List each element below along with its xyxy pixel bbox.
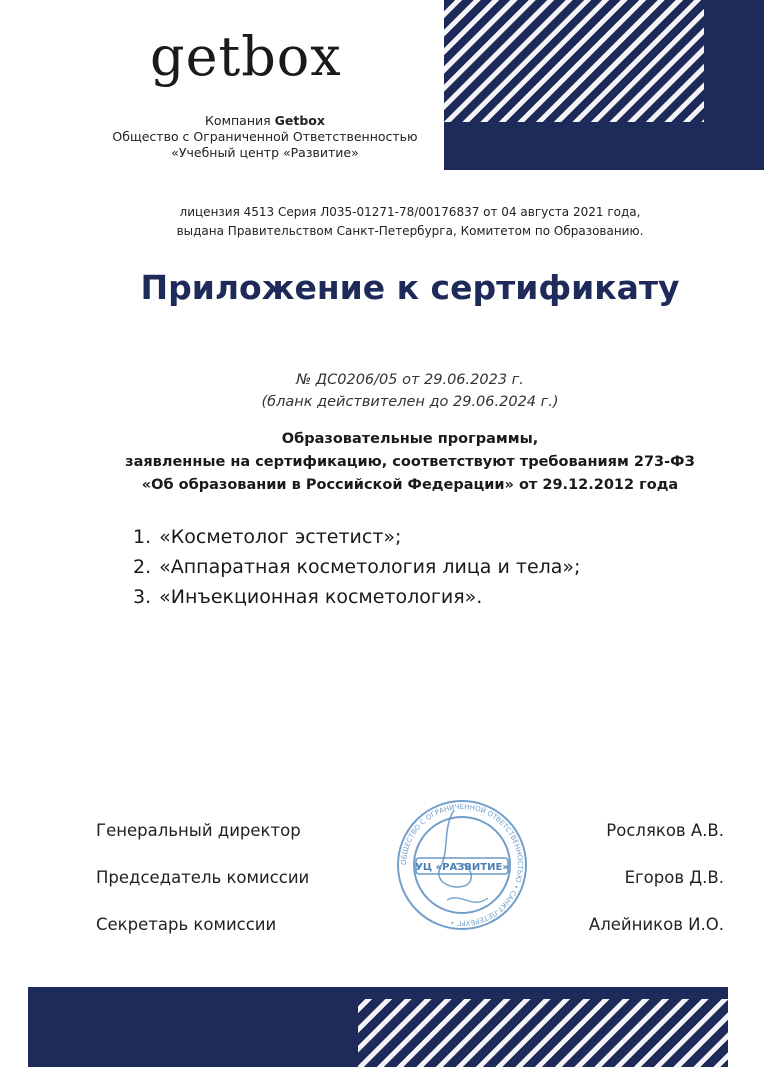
certificate-number-block: [160, 369, 660, 413]
license-line-1: лицензия 4513 Серия Л035-01271-78/00176837 от 04 августа 2021 года,: [179, 205, 641, 219]
list-item-text: «Косметолог эстетист»;: [159, 526, 402, 548]
license-line-2: выдана Правительством Санкт-Петербурга, Комитетом по Образованию.: [176, 224, 644, 238]
programs-heading-line-2: заявленные на сертификацию, соответствуют требованиям 273-ФЗ: [125, 454, 695, 470]
company-info: [90, 113, 440, 161]
programs-heading: [60, 428, 760, 497]
company-name: Getbox: [274, 113, 325, 128]
company-prefix: Компания: [205, 113, 275, 128]
certificate-validity: (бланк действителен до 29.06.2024 г.): [261, 394, 559, 410]
signature-roles: [96, 821, 396, 962]
company-legal-form: Общество с Ограниченной Ответственностью: [112, 129, 418, 144]
list-item-text: «Аппаратная косметология лица и тела»;: [159, 556, 581, 578]
name-commission-chairman: Егоров Д.В.: [624, 868, 724, 887]
license-info: [100, 203, 720, 241]
getbox-logo: getbox: [150, 25, 342, 88]
header-decorative-stripes: [444, 0, 764, 170]
company-stamp-icon: [392, 790, 532, 940]
program-list: [133, 522, 733, 612]
page-title: Приложение к сертификату: [140, 268, 680, 307]
company-center-name: «Учебный центр «Развитие»: [171, 145, 359, 160]
name-general-director: Росляков А.В.: [606, 821, 724, 840]
list-item: [133, 582, 733, 612]
role-general-director: Генеральный директор: [96, 821, 301, 840]
list-item: [133, 552, 733, 582]
certificate-number: № ДС0206/05 от 29.06.2023 г.: [296, 372, 524, 388]
role-commission-chairman: Председатель комиссии: [96, 868, 310, 887]
stamp-center-text: УЦ «РАЗВИТИЕ»: [415, 862, 509, 873]
programs-heading-line-1: Образовательные программы,: [281, 431, 539, 447]
stamp-ring-text: ОБЩЕСТВО С ОГРАНИЧЕННОЙ ОТВЕТСТВЕННОСТЬЮ • САНКТ-ПЕТЕРБУРГ •: [399, 802, 525, 928]
list-item-number: 2.: [133, 556, 152, 578]
list-item-text: «Инъекционная косметология».: [159, 586, 483, 608]
role-commission-secretary: Секретарь комиссии: [96, 915, 277, 934]
footer-decorative-stripes: [28, 987, 728, 1067]
programs-heading-line-3: «Об образовании в Российской Федерации» от 29.12.2012 года: [141, 477, 679, 493]
list-item-number: 1.: [133, 526, 152, 548]
list-item: [133, 522, 733, 552]
list-item-number: 3.: [133, 586, 152, 608]
name-commission-secretary: Алейников И.О.: [588, 915, 724, 934]
